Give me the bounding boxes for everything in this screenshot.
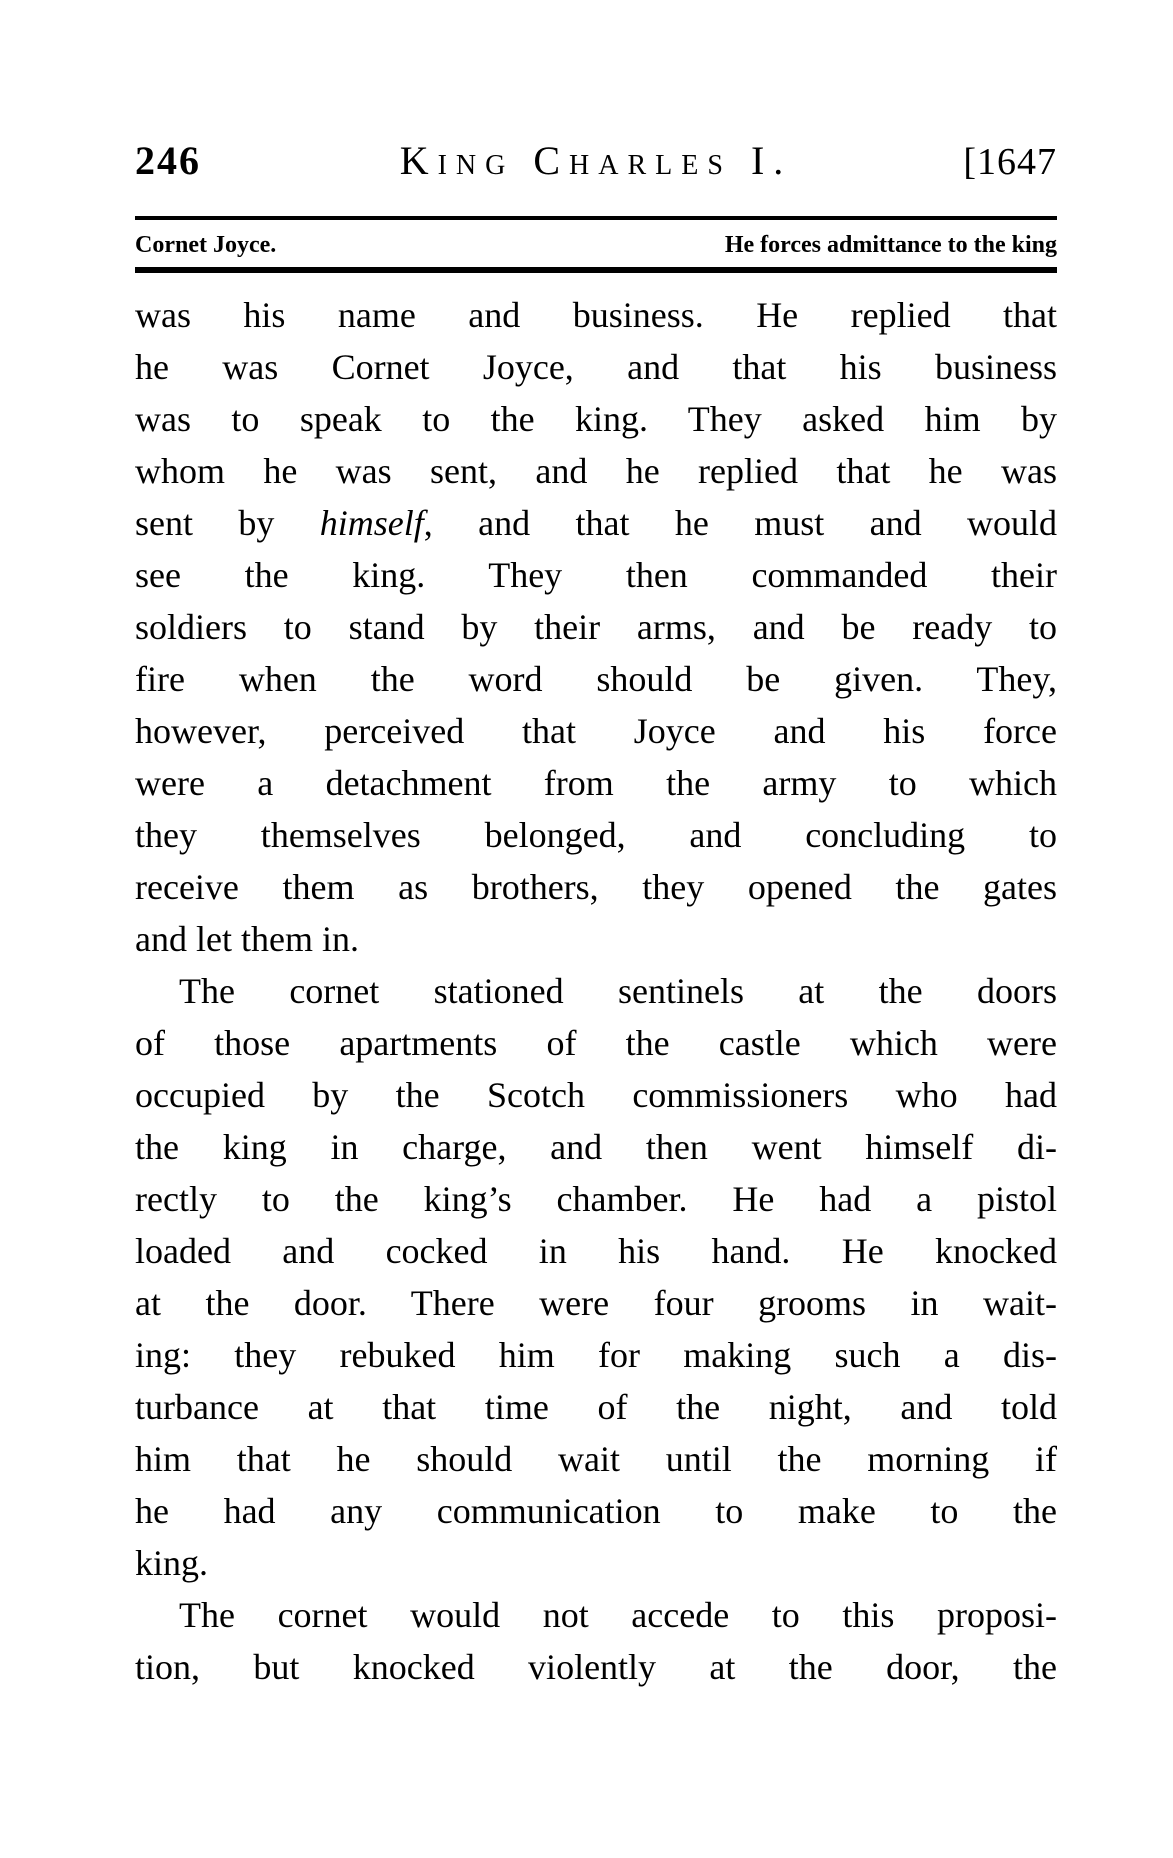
body-line: sent by himself, and that he must and would (135, 503, 1057, 543)
body-line: The cornet stationed sentinels at the doors (179, 971, 1057, 1011)
paragraph (135, 289, 1057, 965)
body-line: turbance at that time of the night, and told (135, 1387, 1057, 1427)
body-line: of those apartments of the castle which were (135, 1023, 1057, 1063)
body-line: receive them as brothers, they opened the gates (135, 867, 1057, 907)
body-line: him that he should wait until the morning if (135, 1439, 1057, 1479)
running-sidenotes (135, 232, 1057, 258)
paragraph (135, 965, 1057, 1589)
body-line: soldiers to stand by their arms, and be ready to (135, 607, 1057, 647)
body-line: tion, but knocked violently at the door, the (135, 1647, 1057, 1687)
page-content (135, 138, 1057, 1693)
body-line: was his name and business. He replied that (135, 295, 1057, 335)
body-line: were a detachment from the army to which (135, 763, 1057, 803)
text-block (135, 289, 1057, 1693)
body-line: king. (135, 1543, 209, 1583)
body-line: fire when the word should be given. They, (135, 659, 1057, 699)
sidenote-right: He forces admittance to the king (724, 232, 1057, 258)
edition-year: [1647 (963, 141, 1057, 183)
body-line: and let them in. (135, 919, 359, 959)
body-line: loaded and cocked in his hand. He knocked (135, 1231, 1057, 1271)
body-line: occupied by the Scotch commissioners who had (135, 1075, 1057, 1115)
body-line: the king in charge, and then went himself di- (135, 1127, 1057, 1167)
page-masthead (135, 138, 1057, 185)
header-rule-thin (135, 216, 1057, 220)
page-number: 246 (135, 138, 201, 183)
body-line: ing: they rebuked him for making such a dis- (135, 1335, 1057, 1375)
running-title: King Charles I. (399, 138, 793, 183)
body-line: he was Cornet Joyce, and that his business (135, 347, 1057, 387)
body-line: rectly to the king’s chamber. He had a pistol (135, 1179, 1057, 1219)
sidenote-left: Cornet Joyce. (135, 232, 277, 258)
body-line: at the door. There were four grooms in wait- (135, 1283, 1057, 1323)
header-rule-thick (135, 267, 1057, 273)
body-line: The cornet would not accede to this proposi- (179, 1595, 1057, 1635)
body-line: see the king. They then commanded their (135, 555, 1057, 595)
body-line: however, perceived that Joyce and his force (135, 711, 1057, 751)
body-line: he had any communication to make to the (135, 1491, 1057, 1531)
body-line: they themselves belonged, and concluding to (135, 815, 1057, 855)
body-line: was to speak to the king. They asked him by (135, 399, 1057, 439)
paragraph (135, 1589, 1057, 1693)
body-line: whom he was sent, and he replied that he was (135, 451, 1057, 491)
